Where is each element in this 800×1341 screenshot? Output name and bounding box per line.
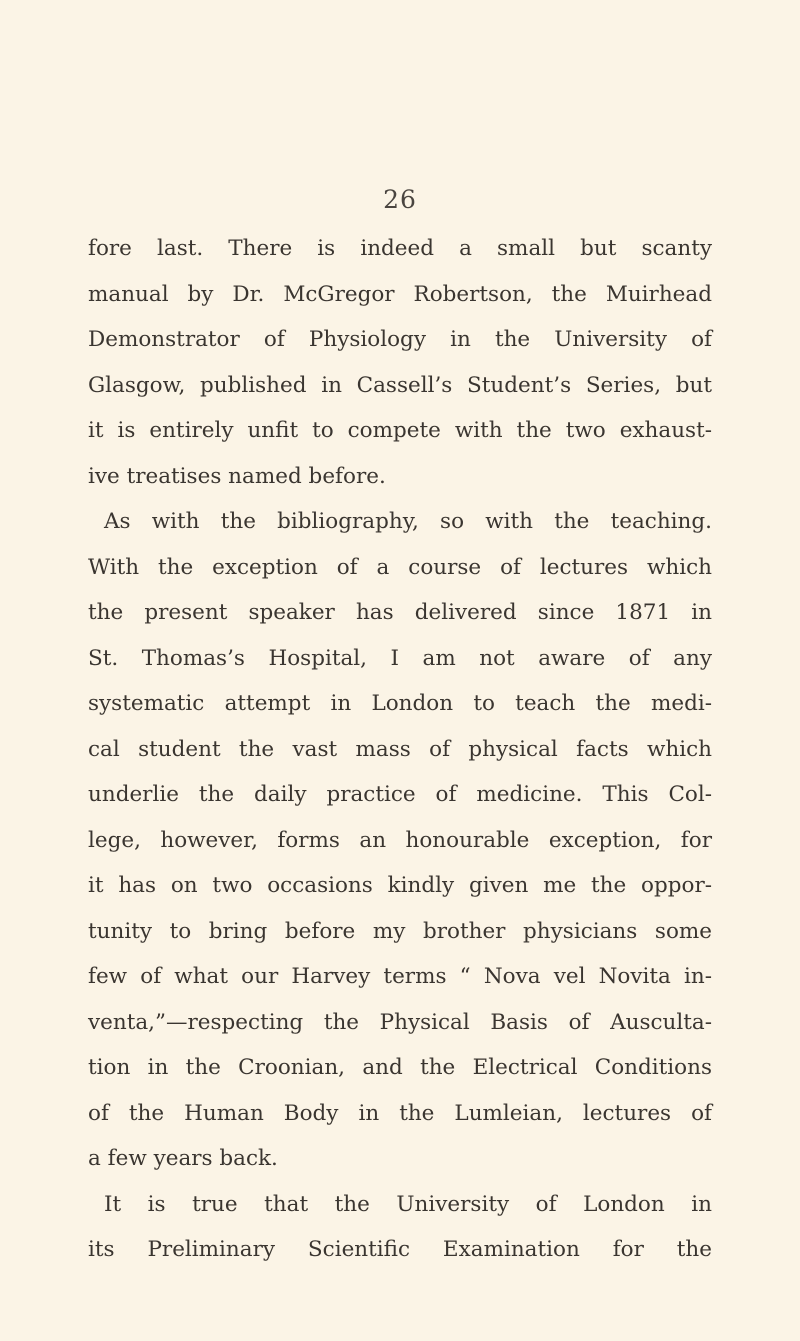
text-line: tunity to bring before my brother physicians some bbox=[88, 918, 712, 944]
text-line: the present speaker has delivered since 1871 in bbox=[88, 600, 712, 625]
text-line: its Preliminary Scientific Examination for the bbox=[88, 1237, 712, 1262]
text-line: systematic attempt in London to teach the medi- bbox=[88, 691, 712, 716]
text-line: venta,”—respecting the Physical Basis of Ausculta- bbox=[88, 1009, 712, 1035]
text-line: underlie the daily practice of medicine. This Col- bbox=[88, 782, 712, 807]
text-line: It is true that the University of London in bbox=[104, 1191, 712, 1217]
text-line: Demonstrator of Physiology in the University of bbox=[88, 327, 712, 352]
text-line: of the Human Body in the Lumleian, lectures of bbox=[88, 1100, 712, 1126]
text-line: it has on two occasions kindly given me the oppor- bbox=[88, 873, 712, 898]
text-line: a few years back. bbox=[88, 1146, 278, 1171]
text-line: it is entirely unfit to compete with the two exhaust- bbox=[88, 418, 712, 443]
text-line: fore last. There is indeed a small but scanty bbox=[88, 236, 712, 261]
text-line: ive treatises named before. bbox=[88, 463, 386, 489]
text-line: manual by Dr. McGregor Robertson, the Muirhead bbox=[88, 281, 712, 307]
text-line: few of what our Harvey terms “ Nova vel Novita in- bbox=[88, 964, 712, 989]
text-line: lege, however, forms an honourable exception, for bbox=[88, 827, 712, 853]
page-number: 26 bbox=[383, 185, 417, 214]
body-text bbox=[88, 226, 712, 1273]
text-line: With the exception of a course of lectures which bbox=[88, 554, 712, 580]
text-line: Glasgow, published in Cassell’s Student’s Series, but bbox=[88, 372, 712, 398]
text-line: As with the bibliography, so with the teaching. bbox=[104, 509, 712, 534]
text-line: cal student the vast mass of physical facts which bbox=[88, 736, 712, 762]
text-line: St. Thomas’s Hospital, I am not aware of any bbox=[88, 645, 712, 671]
text-line: tion in the Croonian, and the Electrical Conditions bbox=[88, 1055, 712, 1080]
